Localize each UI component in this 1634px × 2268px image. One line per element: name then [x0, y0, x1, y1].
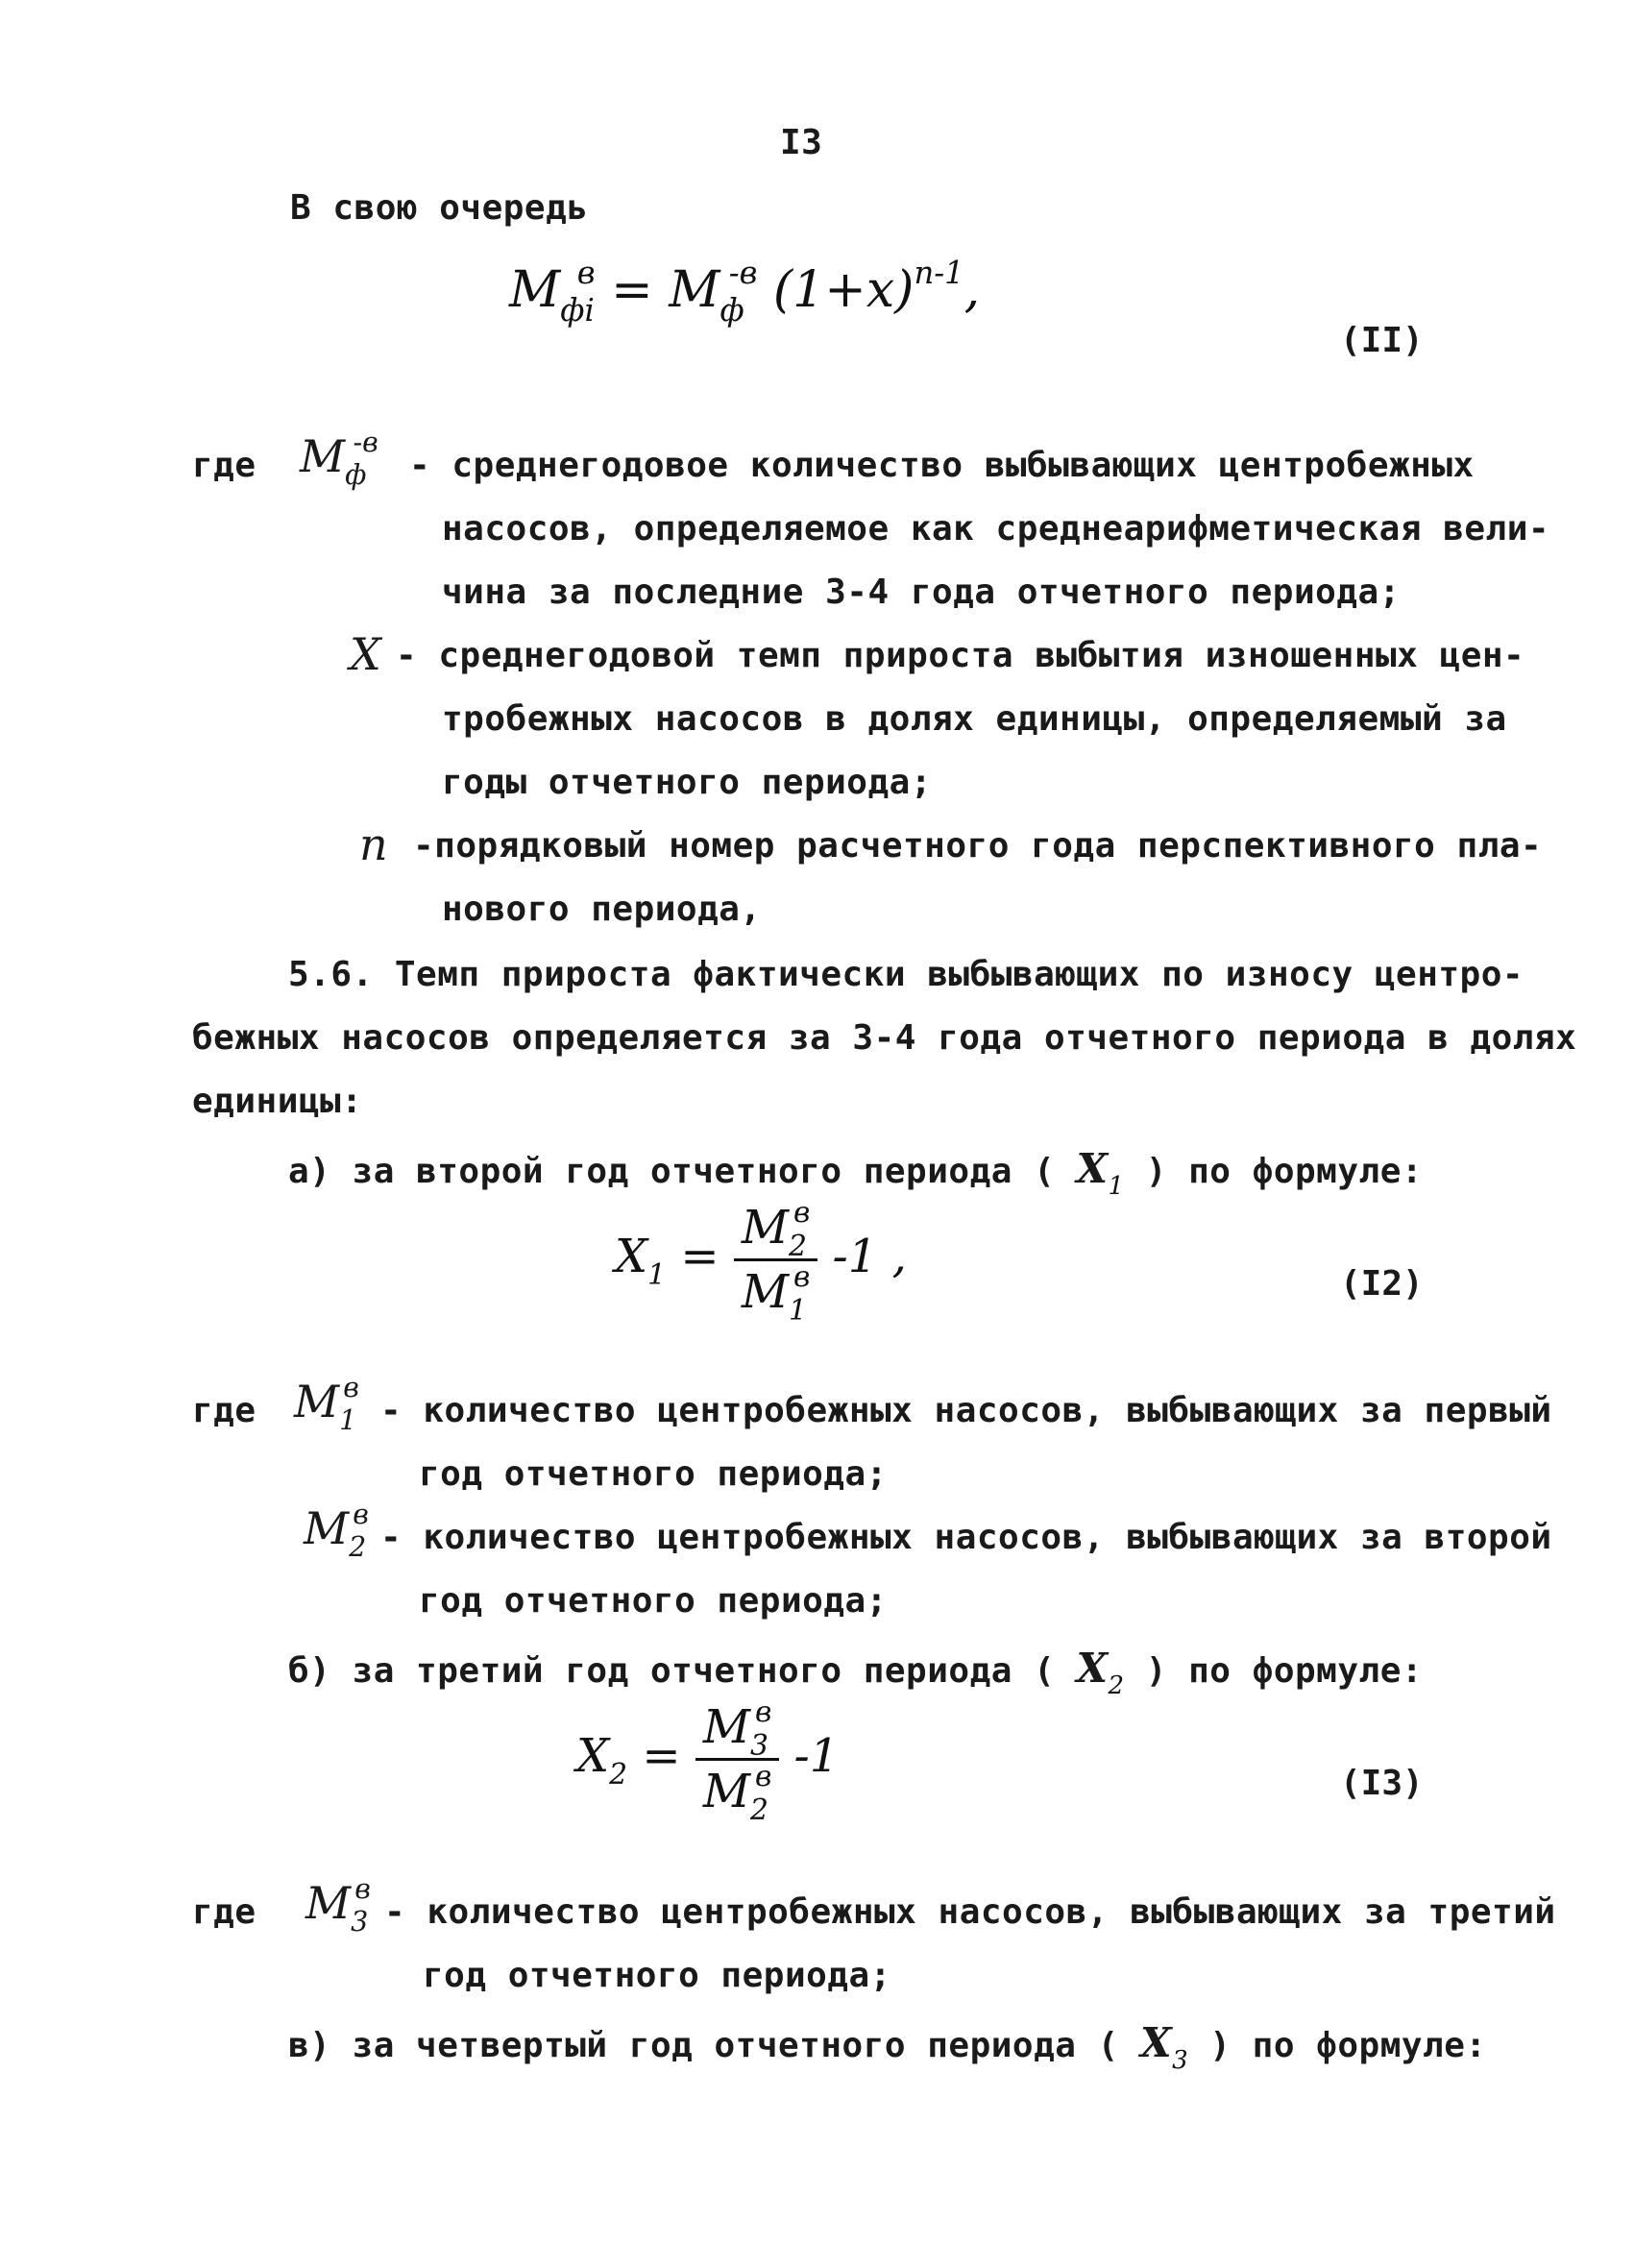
symbol-m1: $M_1^в$	[294, 1371, 359, 1436]
def-x-line3: годы отчетного периода;	[442, 763, 932, 802]
def-m-phi-line1: - среднегодовое количество выбывающих центробежных	[409, 446, 1475, 485]
intro-text: В свою очередь	[290, 188, 589, 228]
def-m-phi-line2: насосов, определяемое как среднеарифметическая вели-	[442, 509, 1550, 549]
symbol-m-phi: $M_ф^{-в}$	[300, 426, 378, 491]
para-5-6-line2: бежных насосов определяется за 3-4 года отчетного периода в долях	[192, 1018, 1577, 1058]
para-5-6-line3: единицы:	[192, 1082, 363, 1121]
def-n-line2: нового периода,	[442, 890, 762, 929]
def-m1-line1: - количество центробежных насосов, выбывающих за первый	[380, 1391, 1552, 1430]
item-b-line: б) за третий год отчетного периода ( $X_2$ ) по формуле:	[288, 1645, 1424, 1700]
formula-12: $X_1$ = $\frac{M_2^в}{M_1^в}$ -1 ,	[615, 1195, 907, 1329]
def-x-line2: тробежных насосов в долях единицы, определяемый за	[442, 699, 1507, 739]
where-label-3: где	[192, 1892, 256, 1932]
def-m3-line2: год отчетного периода;	[423, 1956, 891, 1995]
def-m1-line2: год отчетного периода;	[419, 1454, 888, 1494]
symbol-m2: $M_2^в$	[304, 1498, 369, 1563]
equation-number-11: (II)	[1340, 321, 1424, 360]
item-v-line: в) за четвертый год отчетного периода ( $X_3$ ) по формуле:	[288, 2019, 1487, 2075]
def-m2-line1: - количество центробежных насосов, выбывающих за второй	[380, 1518, 1552, 1557]
symbol-m3: $M_3^в$	[305, 1872, 371, 1938]
formula-11: $M_{фi}^в = M_ф^{-в}$ $(1+x)^{n-1}$,	[509, 254, 981, 329]
def-m3-line1: - количество центробежных насосов, выбывающих за третий	[384, 1892, 1556, 1932]
def-m-phi-line3: чина за последние 3-4 года отчетного периода;	[442, 573, 1401, 612]
fraction-12: $\frac{M_2^в}{M_1^в}$	[734, 1201, 817, 1319]
fraction-13: $\frac{M_3^в}{M_2^в}$	[695, 1700, 779, 1818]
equation-number-12: (I2)	[1340, 1264, 1424, 1304]
where-label-1: где	[192, 446, 256, 485]
def-m2-line2: год отчетного периода;	[419, 1581, 888, 1621]
symbol-n: n	[359, 818, 388, 870]
def-x-line1: - среднегодовой темп прироста выбытия изношенных цен-	[396, 636, 1525, 675]
symbol-x: X	[350, 628, 381, 680]
item-a-line: а) за второй год отчетного периода ( $X_1$ ) по формуле:	[288, 1145, 1424, 1201]
def-n-line1: -порядковый номер расчетного года перспективного пла-	[413, 826, 1543, 866]
equation-number-13: (I3)	[1340, 1764, 1424, 1803]
para-5-6-line1: 5.6. Темп прироста фактически выбывающих по износу центро-	[288, 955, 1524, 994]
where-label-2: где	[192, 1391, 256, 1430]
page-number: I3	[780, 123, 823, 162]
formula-13: $X_2$ = $\frac{M_3^в}{M_2^в}$ -1	[576, 1695, 840, 1828]
